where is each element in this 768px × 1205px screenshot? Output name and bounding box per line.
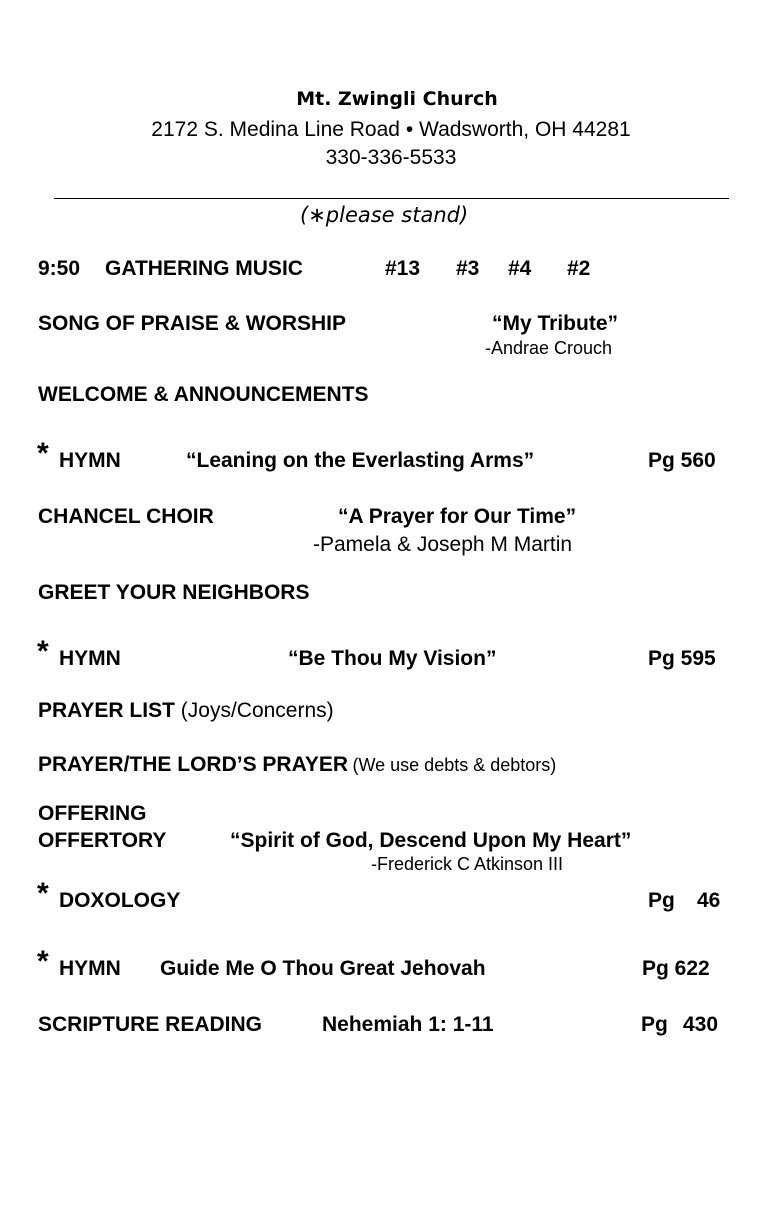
stand-marker-hymn-2: * <box>37 635 49 668</box>
address-city: Wadsworth, OH 44281 <box>419 118 631 141</box>
hymn-1-page: Pg 560 <box>648 449 716 472</box>
offertory-label: OFFERTORY <box>38 829 167 852</box>
gathering-number-3: #4 <box>508 257 532 280</box>
prayer-list-label: PRAYER LIST <box>38 699 175 722</box>
offertory-composer: -Frederick C Atkinson III <box>371 854 564 874</box>
doxology-page-prefix: Pg <box>648 889 675 912</box>
hymn-1-label: HYMN <box>59 449 121 472</box>
church-phone: 330-336-5533 <box>325 146 457 169</box>
hymn-2-title: “Be Thou My Vision” <box>288 647 497 670</box>
stand-marker-doxology: * <box>37 877 49 910</box>
hymn-3-title: Guide Me O Thou Great Jehovah <box>160 957 486 980</box>
prayer-list-row <box>38 699 334 723</box>
lords-prayer-label: PRAYER/THE LORD’S PRAYER <box>38 753 349 776</box>
please-stand-note: (∗please stand) <box>300 203 469 227</box>
gathering-label: GATHERING MUSIC <box>105 257 303 280</box>
hymn-3-label: HYMN <box>59 957 121 980</box>
scripture-reference: Nehemiah 1: 1-11 <box>322 1013 494 1036</box>
stand-marker-hymn-3: * <box>37 945 49 978</box>
lords-prayer-note: (We use debts & debtors) <box>352 755 557 775</box>
prayer-list-note: (Joys/Concerns) <box>180 699 334 722</box>
doxology-page-number: 46 <box>697 889 721 912</box>
gathering-number-4: #2 <box>567 257 591 280</box>
choir-title: “A Prayer for Our Time” <box>338 505 577 528</box>
choir-label: CHANCEL CHOIR <box>38 505 214 528</box>
gathering-time: 9:50 <box>38 257 81 280</box>
offering-label: OFFERING <box>38 802 147 825</box>
doxology-label: DOXOLOGY <box>59 889 181 912</box>
lords-prayer-row <box>38 753 556 777</box>
hymn-2-page: Pg 595 <box>648 647 716 670</box>
scripture-label: SCRIPTURE READING <box>38 1013 263 1036</box>
church-address <box>0 118 768 142</box>
scripture-page-number: 430 <box>683 1013 719 1036</box>
scripture-page-prefix: Pg <box>641 1013 668 1036</box>
praise-composer: -Andrae Crouch <box>485 338 613 358</box>
hymn-3-page: Pg 622 <box>642 957 710 980</box>
gathering-number-2: #3 <box>456 257 480 280</box>
choir-composer: -Pamela & Joseph M Martin <box>313 533 573 556</box>
hymn-1-title: “Leaning on the Everlasting Arms” <box>186 449 535 472</box>
divider-line <box>54 198 729 199</box>
greet-label: GREET YOUR NEIGHBORS <box>38 581 310 604</box>
address-separator: • <box>405 118 414 141</box>
stand-marker-hymn-1: * <box>37 437 49 470</box>
church-name: Mt. Zwingli Church <box>296 88 498 110</box>
offertory-title: “Spirit of God, Descend Upon My Heart” <box>230 829 632 852</box>
praise-label: SONG OF PRAISE & WORSHIP <box>38 312 347 335</box>
hymn-2-label: HYMN <box>59 647 121 670</box>
address-street: 2172 S. Medina Line Road <box>151 118 400 141</box>
praise-title: “My Tribute” <box>492 312 619 335</box>
gathering-number-1: #13 <box>385 257 421 280</box>
welcome-label: WELCOME & ANNOUNCEMENTS <box>38 383 369 406</box>
